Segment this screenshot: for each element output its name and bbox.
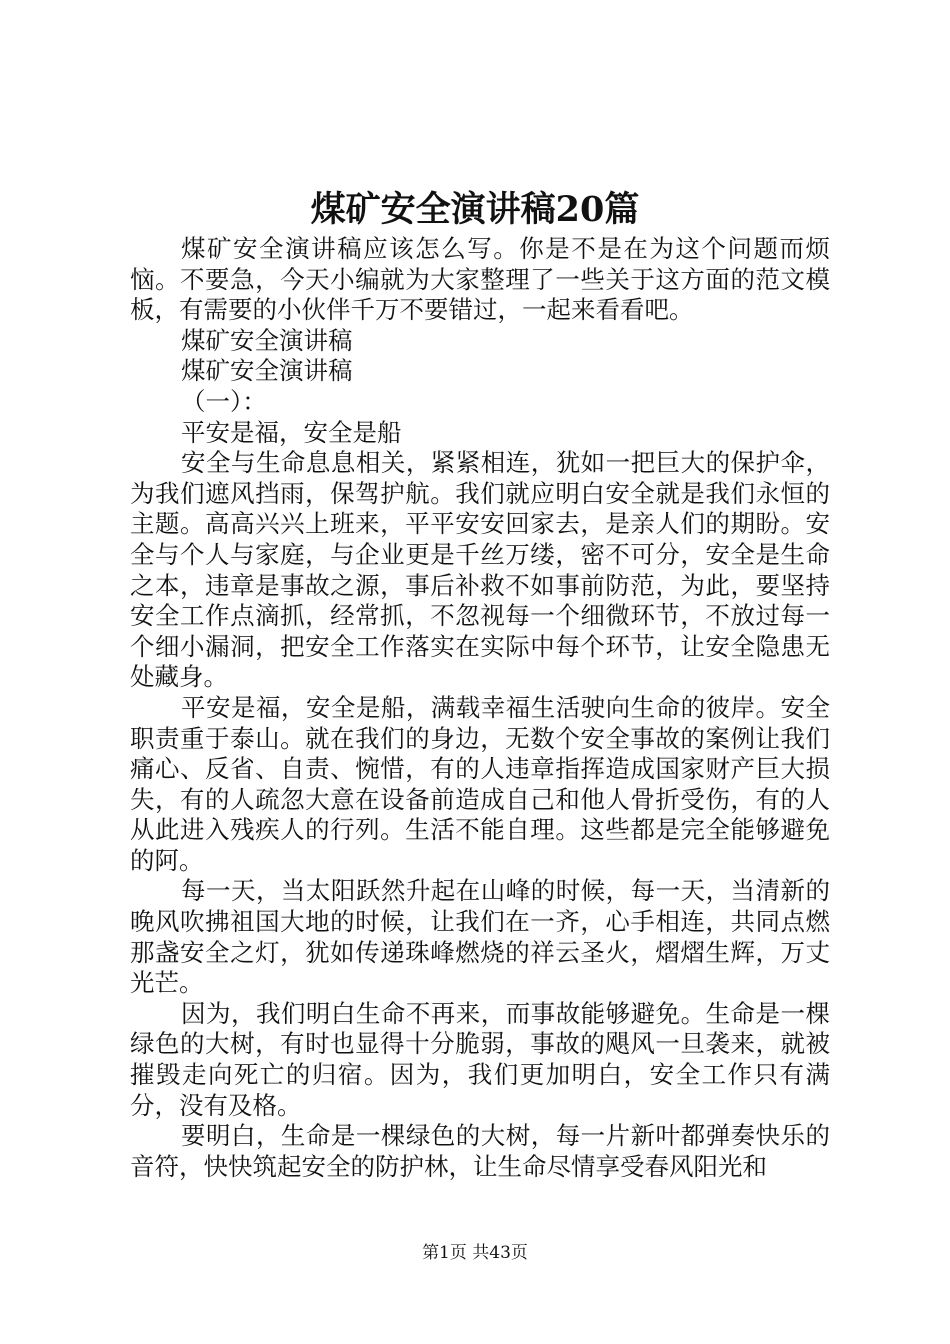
section-heading: 平安是福，安全是船: [181, 417, 402, 447]
document-body: [130, 234, 830, 1182]
heading-speech: 煤矿安全演讲稿: [181, 325, 353, 355]
paragraph: 要明白，生命是一棵绿色的大树，每一片新叶都弹奏快乐的音符，快快筑起安全的防护林，让生命尽情享受春风阳光和: [130, 1121, 830, 1181]
document-title: 煤矿安全演讲稿20篇: [310, 189, 640, 230]
paragraph: 每一天，当太阳跃然升起在山峰的时候，每一天，当清新的晚风吹拂祖国大地的时候，让我们在一齐，心手相连，共同点燃那盏安全之灯，犹如传递珠峰燃烧的祥云圣火，熠熠生辉，万丈光芒。: [130, 876, 830, 998]
paragraph: 安全与生命息息相关，紧紧相连，犹如一把巨大的保护伞，为我们遮风挡雨，保驾护航。我们就应明白安全就是我们永恒的主题。高高兴兴上班来，平平安安回家去，是亲人们的期盼。安全与个人与家庭，与企业更是千丝万缕，密不可分，安全是生命之本，违章是事故之源，事后补救不如事前防范，为此，要坚持安全工作点滴抓，经常抓，不忽视每一个细微环节，不放过每一个细小漏洞，把安全工作落实在实际中每个环节，让安全隐患无处藏身。: [130, 448, 830, 692]
page-footer: 第1页 共43页: [422, 1243, 528, 1263]
paragraph: 因为，我们明白生命不再来，而事故能够避免。生命是一棵绿色的大树，有时也显得十分脆弱，事故的飓风一旦袭来，就被摧毁走向死亡的归宿。因为，我们更加明白，安全工作只有满分，没有及格。: [130, 998, 830, 1120]
paragraph-intro: 煤矿安全演讲稿应该怎么写。你是不是在为这个问题而烦恼。不要急，今天小编就为大家整理了一些关于这方面的范文模板，有需要的小伙伴千万不要错过，一起来看看吧。: [130, 234, 830, 325]
section-number: （一）：: [181, 386, 267, 416]
paragraph: 平安是福，安全是船，满载幸福生活驶向生命的彼岸。安全职责重于泰山。就在我们的身边，无数个安全事故的案例让我们痛心、反省、自责、惋惜，有的人违章指挥造成国家财产巨大损失，有的人疏忽大意在设备前造成自己和他人骨折受伤，有的人从此进入残疾人的行列。生活不能自理。这些都是完全能够避免的阿。: [130, 692, 830, 875]
heading-speech-repeat: 煤矿安全演讲稿: [181, 356, 353, 386]
